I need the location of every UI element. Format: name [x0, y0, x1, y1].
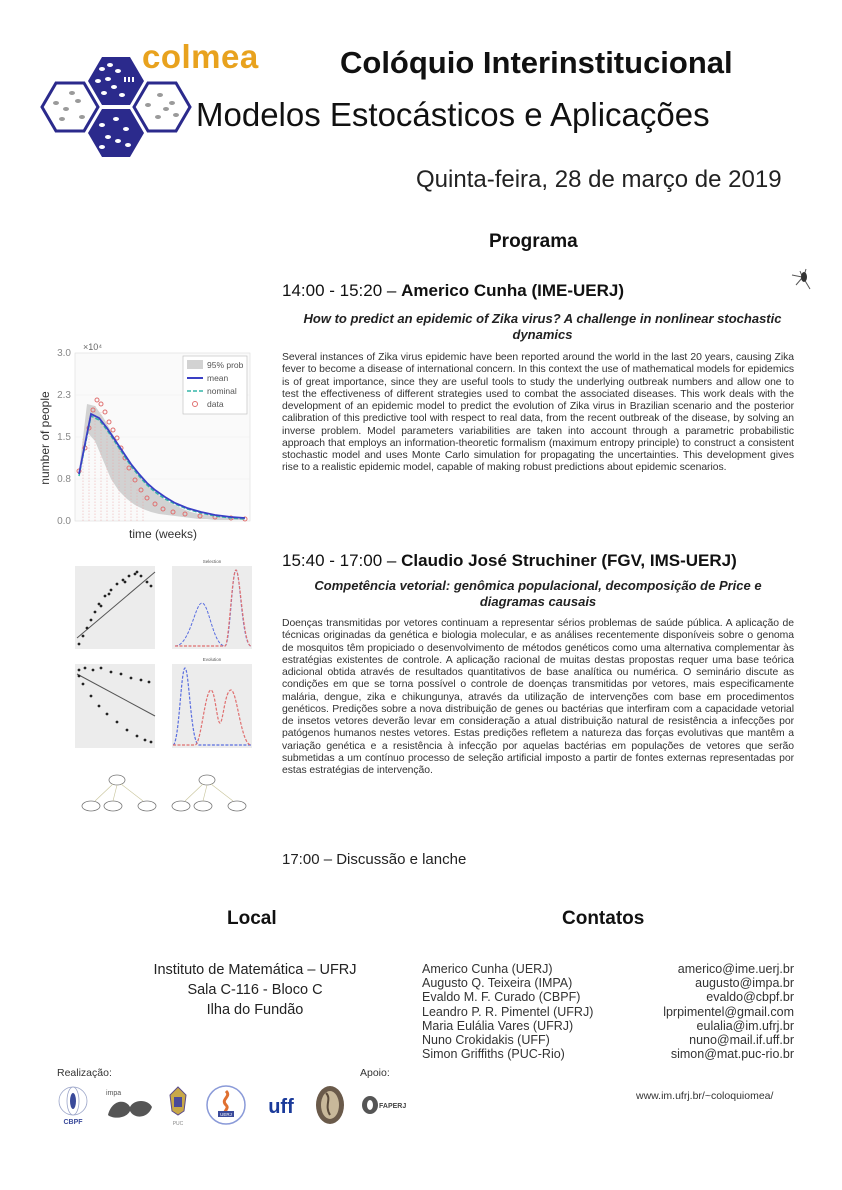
venue-line: Ilha do Fundão [206, 1002, 304, 1018]
chart-legend [183, 356, 247, 414]
y-tick-0: 0.0 [57, 516, 71, 527]
faperj-text: FAPERJ [379, 1103, 407, 1110]
impa-logo [104, 1083, 156, 1127]
contacts-list [422, 962, 794, 1061]
local-heading: Local [227, 908, 277, 929]
contact-row [422, 1047, 794, 1061]
contact-email[interactable]: lprpimentel@gmail.com [663, 1004, 794, 1019]
y-tick-3: 2.3 [57, 390, 71, 401]
contact-name: Evaldo M. F. Curado (CBPF) [422, 990, 581, 1005]
apoio-label: Apoio: [360, 1067, 390, 1079]
contact-row [422, 1005, 794, 1019]
event-title: Colóquio Interinstitucional [340, 45, 733, 80]
legend-band: 95% prob [207, 360, 244, 370]
y-axis-label: number of people [38, 391, 52, 485]
talk-2-title: Competência vetorial: genômica populacional, decomposição de Price e diagramas causais [314, 578, 762, 609]
contact-name: Augusto Q. Teixeira (IMPA) [422, 976, 573, 991]
talk-1-time: 14:00 - 15:20 – [282, 281, 397, 300]
contact-name: Maria Eulália Vares (UFRJ) [422, 1018, 574, 1033]
contact-email[interactable]: evaldo@cbpf.br [706, 990, 794, 1005]
talk-2-time: 15:40 - 17:00 – [282, 551, 397, 570]
venue-address [110, 960, 400, 1020]
talk-1-abstract: Several instances of Zika virus epidemic have been reported around the world in the last 20 years, causing Zika fever to become a disease of international concern. In this context the use of mathematical models for epidemics is of great importance, since they are useful tools to study the underlying outbreak numbers and allow one to test the effectiveness of different strategies used to combat the associated diseases. This work deals with the development of an epidemic model to predict the evolution of Zika virus in Brazilian scenario and the posterior calibration of this predictive tool with respect to real data, from the recent outbreak of the disease, by solving an inverse problem. Model parameters variabilities are taken into account through a parametric probabilistic approach that employs an information-theoretic formalism (maximum entropy principle) to construct a consistent stochastic model and uses Monte Carlo simulation for propagating the uncertainties. This development gives rise to a realistic epidemic model, capable of making robust predictions about epidemic scenarios. [282, 352, 794, 474]
event-date: Quinta-feira, 28 de março de 2019 [416, 166, 782, 193]
impa-text: impa [106, 1090, 122, 1097]
contact-row [422, 976, 794, 990]
legend-nominal: nominal [207, 386, 237, 396]
contact-name: Leandro P. R. Pimentel (UFRJ) [422, 1004, 594, 1019]
legend-data: data [207, 399, 224, 409]
contact-name: Americo Cunha (UERJ) [422, 962, 553, 976]
contact-email[interactable]: americo@ime.uerj.br [677, 962, 794, 976]
venue-line: Instituto de Matemática – UFRJ [153, 962, 357, 978]
uff-logo [258, 1083, 304, 1127]
mosquito-icon [788, 265, 814, 291]
realizacao-label: Realização: [57, 1067, 112, 1079]
talk-2-abstract: Doenças transmitidas por vetores continuam a representar sérios problemas de saúde pública. A aplicação de técnicas originadas da genética e biologia molecular, e as análises recentemente disponíveis sobre o genoma de mosquitos têm propiciado o desenvolvimento de métodos genéticos como uma alternativa complementar às estratégias existentes de controle. A aplicação racional de muitas destas propostas requer uma base teórica adicional obtida através de resultados quantitativos de base analítica ou numérica. O seminário discute as condições em que se torna possível o controle de doenças transmitidas por vetores, mais especificamente malária, dengue, zika e chikungunya, através da utilização de intervenções com base em procedimentos genéticos. Predições sobre a nova distribuição de genes ou bactérias que interfiram com a capacidade vetorial de insetos vetores deverão levar em consideração a atual distribuição natural de resistência a infecções por patógenos humanos nestes vetores. Estas predições refletem a natureza das forças evolutivas que mantêm a variação genética e a resistência à infecção por aquelas bactérias em populações de vetores que serão submetidas a um contínuo processo de seleção artificial imposto a partir de fontes externas representadas por estas estratégias de intervenção. [282, 618, 794, 776]
y-multiplier: ×10⁴ [83, 342, 103, 352]
colmea-wordmark: colmea [142, 38, 259, 75]
contact-name: Nuno Crokidakis (UFF) [422, 1033, 550, 1048]
selection-panel-title: Selection [202, 559, 222, 564]
puc-logo [166, 1083, 190, 1127]
zika-epidemic-chart [35, 338, 255, 543]
evolution-panel-title: Evolution [202, 657, 222, 662]
venue-line: Sala C-116 - Bloco C [187, 982, 323, 998]
break-item: 17:00 – Discussão e lanche [282, 851, 467, 868]
contact-name: Simon Griffiths (PUC-Rio) [422, 1047, 565, 1062]
cbpf-text: CBPF [63, 1119, 83, 1126]
contact-email[interactable]: nuno@mail.if.uff.br [689, 1033, 794, 1048]
x-axis-label: time (weeks) [128, 527, 198, 541]
contact-email[interactable]: augusto@impa.br [695, 976, 794, 991]
contact-row [422, 1033, 794, 1047]
y-tick-1: 0.8 [57, 474, 71, 485]
uff-text: uff [268, 1096, 294, 1118]
talk-2-header [282, 551, 737, 571]
cbpf-logo [55, 1083, 91, 1127]
price-decomposition-figure [65, 558, 255, 823]
website-link[interactable]: www.im.ufrj.br/~coloquiomea/ [636, 1090, 774, 1102]
contact-row [422, 962, 794, 976]
faperj-logo [360, 1083, 416, 1127]
talk-1-title: How to predict an epidemic of Zika virus? A challenge in nonlinear stochastic dynamics [303, 311, 782, 342]
legend-mean: mean [207, 373, 229, 383]
contact-row [422, 1019, 794, 1033]
uerj-text: UERJ [220, 1112, 232, 1117]
talk-1-speaker: Americo Cunha (IME-UERJ) [401, 281, 625, 300]
talk-1-header [282, 281, 624, 301]
y-tick-2: 1.5 [57, 432, 71, 443]
y-tick-4: 3.0 [57, 348, 71, 359]
ufrj-logo [314, 1083, 346, 1127]
contact-row [422, 990, 794, 1004]
contact-email[interactable]: eulalia@im.ufrj.br [696, 1018, 794, 1033]
uerj-logo [204, 1083, 248, 1127]
talk-2-speaker: Claudio José Struchiner (FGV, IMS-UERJ) [401, 551, 737, 570]
contacts-heading: Contatos [562, 908, 645, 929]
puc-text: PUC [172, 1121, 184, 1127]
program-heading: Programa [489, 231, 578, 252]
event-subtitle: Modelos Estocásticos e Aplicações [196, 96, 710, 133]
contact-email[interactable]: simon@mat.puc-rio.br [670, 1047, 794, 1062]
